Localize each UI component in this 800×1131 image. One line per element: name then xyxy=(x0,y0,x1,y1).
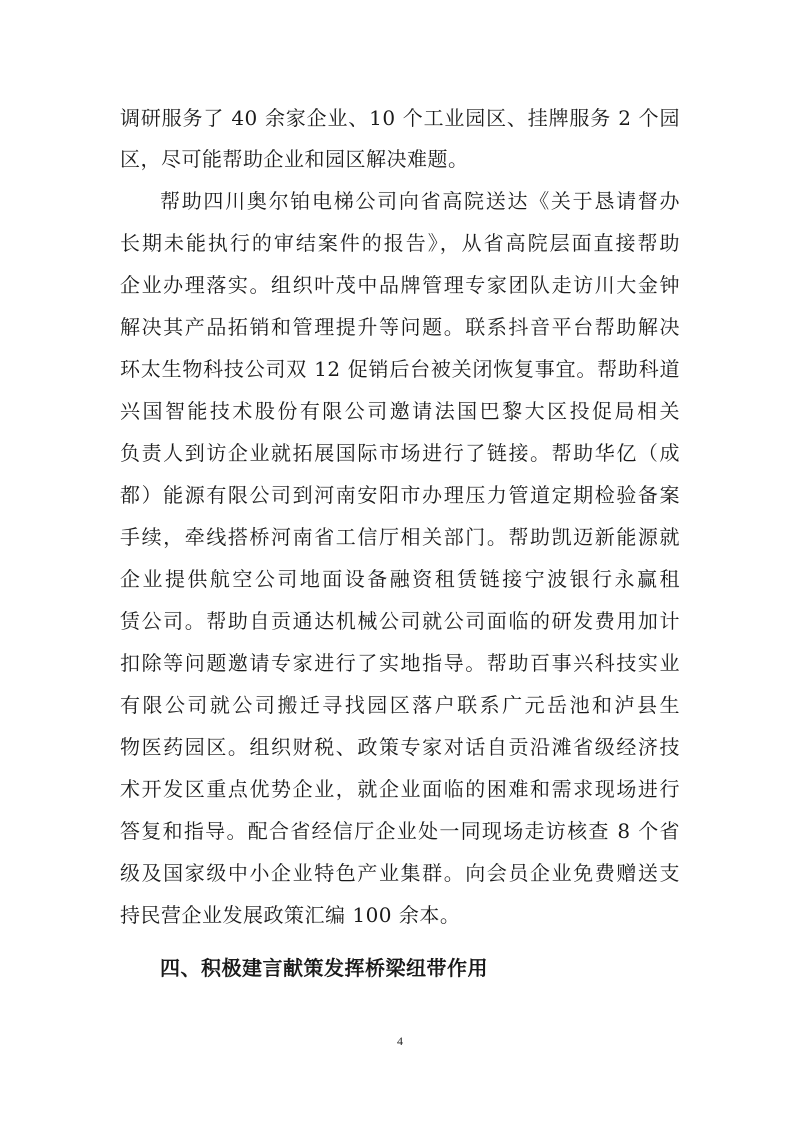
paragraph-2-line-8: 都）能源有限公司到河南安阳市办理压力管道定期检验备案 xyxy=(120,483,680,507)
paragraph-1-line-2: 区，尽可能帮助企业和园区解决难题。 xyxy=(120,147,469,171)
paragraph-2-line-12: 扣除等问题邀请专家进行了实地指导。帮助百事兴科技实业 xyxy=(120,651,680,675)
paragraph-2-line-1: 帮助四川奥尔铂电梯公司向省高院送达《关于恳请督办 xyxy=(160,189,680,213)
paragraph-2-line-13: 有限公司就公司搬迁寻找园区落户联系广元岳池和泸县生 xyxy=(120,693,680,717)
paragraph-1-line-1: 调研服务了 40 余家企业、10 个工业园区、挂牌服务 2 个园 xyxy=(120,106,680,130)
paragraph-2-line-2: 长期未能执行的审结案件的报告》，从省高院层面直接帮助 xyxy=(120,231,680,255)
page-number: 4 xyxy=(397,1034,403,1048)
paragraph-2-line-10: 企业提供航空公司地面设备融资租赁链接宁波银行永赢租 xyxy=(120,567,680,591)
paragraph-2-line-15: 术开发区重点优势企业，就企业面临的困难和需求现场进行 xyxy=(120,777,680,801)
paragraph-2-line-6: 兴国智能技术股份有限公司邀请法国巴黎大区投促局相关 xyxy=(120,399,680,423)
paragraph-2-line-9: 手续，牵线搭桥河南省工信厅相关部门。帮助凯迈新能源就 xyxy=(120,525,680,549)
paragraph-2-line-3: 企业办理落实。组织叶茂中品牌管理专家团队走访川大金钟 xyxy=(120,273,680,297)
paragraph-2-line-7: 负责人到访企业就拓展国际市场进行了链接。帮助华亿（成 xyxy=(120,441,680,465)
paragraph-2-line-16: 答复和指导。配合省经信厅企业处一同现场走访核查 8 个省 xyxy=(120,819,680,843)
paragraph-2-line-17: 级及国家级中小企业特色产业集群。向会员企业免费赠送支 xyxy=(120,861,680,885)
section-heading: 四、积极建言献策发挥桥梁纽带作用 xyxy=(160,956,488,980)
paragraph-2-line-11: 赁公司。帮助自贡通达机械公司就公司面临的研发费用加计 xyxy=(120,609,680,633)
paragraph-2-line-5: 环太生物科技公司双 12 促销后台被关闭恢复事宜。帮助科道 xyxy=(120,357,680,381)
paragraph-2-line-14: 物医药园区。组织财税、政策专家对话自贡沿滩省级经济技 xyxy=(120,735,680,759)
paragraph-2-line-18: 持民营企业发展政策汇编 100 余本。 xyxy=(120,903,461,927)
paragraph-2-line-4: 解决其产品拓销和管理提升等问题。联系抖音平台帮助解决 xyxy=(120,315,680,339)
